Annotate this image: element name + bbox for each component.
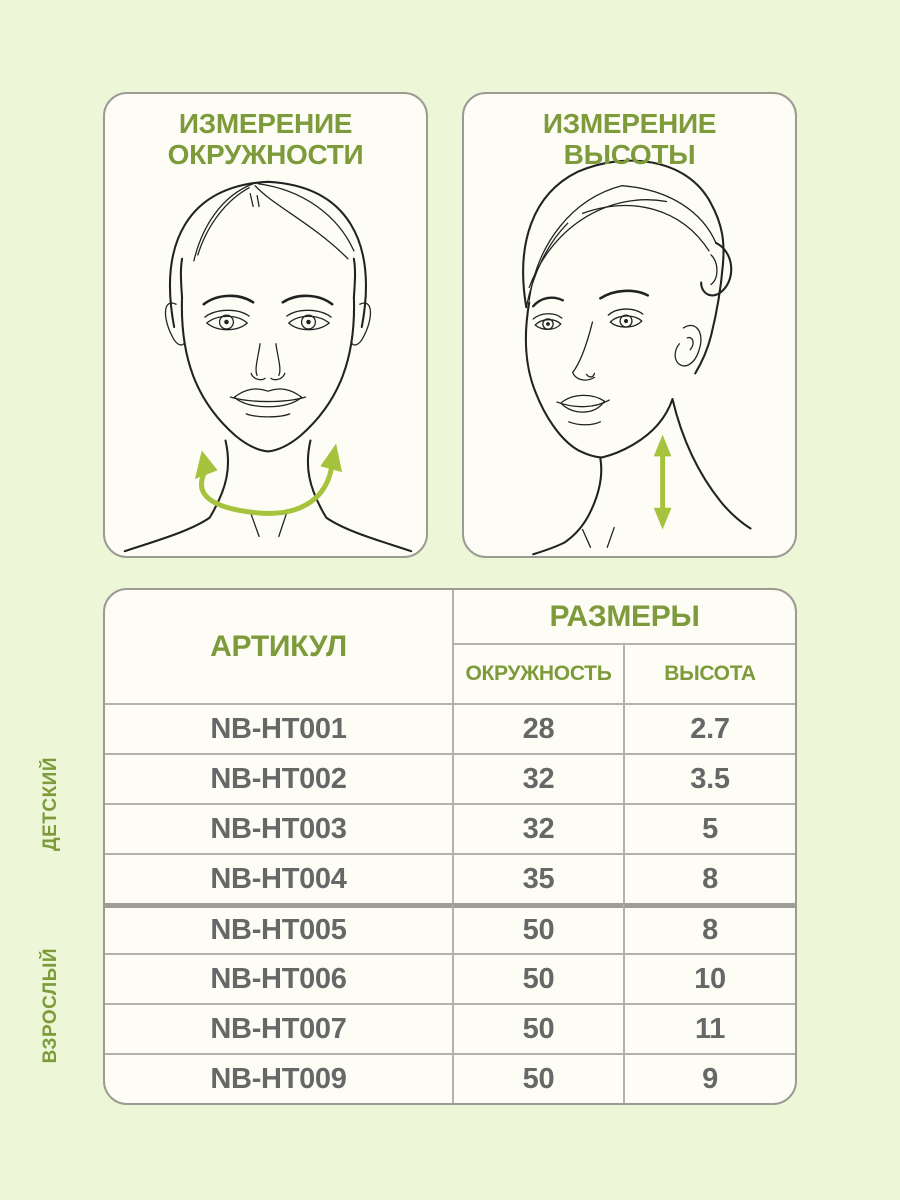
- height-title-line1: ИЗМЕРЕНИЕ: [542, 108, 717, 139]
- size-table: [103, 588, 797, 1105]
- table-cell-circumference: 50: [452, 1003, 623, 1053]
- table-cell-article: NB-HT007: [105, 1003, 452, 1053]
- column-header-circumference: ОКРУЖНОСТЬ: [452, 643, 623, 703]
- table-cell-circumference: 32: [452, 803, 623, 853]
- circumference-arrow-icon: [195, 444, 342, 514]
- table-cell-article: NB-HT009: [105, 1053, 452, 1103]
- group-label-children: [28, 703, 74, 905]
- height-panel-title: [464, 108, 795, 171]
- height-measure-panel: [462, 92, 797, 558]
- table-cell-circumference: 32: [452, 753, 623, 803]
- table-cell-circumference: 50: [452, 953, 623, 1003]
- column-header-article: АРТИКУЛ: [210, 629, 347, 663]
- circumference-measure-panel: [103, 92, 428, 558]
- height-arrow-icon: [654, 435, 672, 530]
- table-cell-circumference: 28: [452, 703, 623, 753]
- table-cell-article: NB-HT001: [105, 703, 452, 753]
- table-cell-article: NB-HT005: [105, 903, 452, 953]
- table-cell-height: 5: [623, 803, 795, 853]
- table-cell-article: NB-HT006: [105, 953, 452, 1003]
- height-title-line2: ВЫСОТЫ: [563, 139, 696, 171]
- table-cell-height: 11: [623, 1003, 795, 1053]
- group-label-adult: [28, 905, 74, 1107]
- table-cell-circumference: 50: [452, 1053, 623, 1103]
- column-header-height: ВЫСОТА: [623, 643, 795, 703]
- table-cell-height: 3.5: [623, 753, 795, 803]
- column-header-sizes: РАЗМЕРЫ: [452, 590, 795, 643]
- group-label-children-text: ДЕТСКИЙ: [40, 757, 61, 851]
- table-cell-article: NB-HT004: [105, 853, 452, 903]
- table-cell-height: 2.7: [623, 703, 795, 753]
- table-cell-article: NB-HT003: [105, 803, 452, 853]
- table-cell-height: 9: [623, 1053, 795, 1103]
- table-cell-height: 10: [623, 953, 795, 1003]
- table-cell-height: 8: [623, 903, 795, 953]
- circumference-panel-title: [105, 108, 426, 171]
- table-cell-height: 8: [623, 853, 795, 903]
- circumference-title-line1: ИЗМЕРЕНИЕ: [178, 108, 353, 139]
- table-cell-circumference: 50: [452, 903, 623, 953]
- group-label-adult-text: ВЗРОСЛЫЙ: [40, 948, 61, 1064]
- table-cell-article: NB-HT002: [105, 753, 452, 803]
- circumference-title-line2: ОКРУЖНОСТИ: [167, 139, 364, 171]
- table-cell-circumference: 35: [452, 853, 623, 903]
